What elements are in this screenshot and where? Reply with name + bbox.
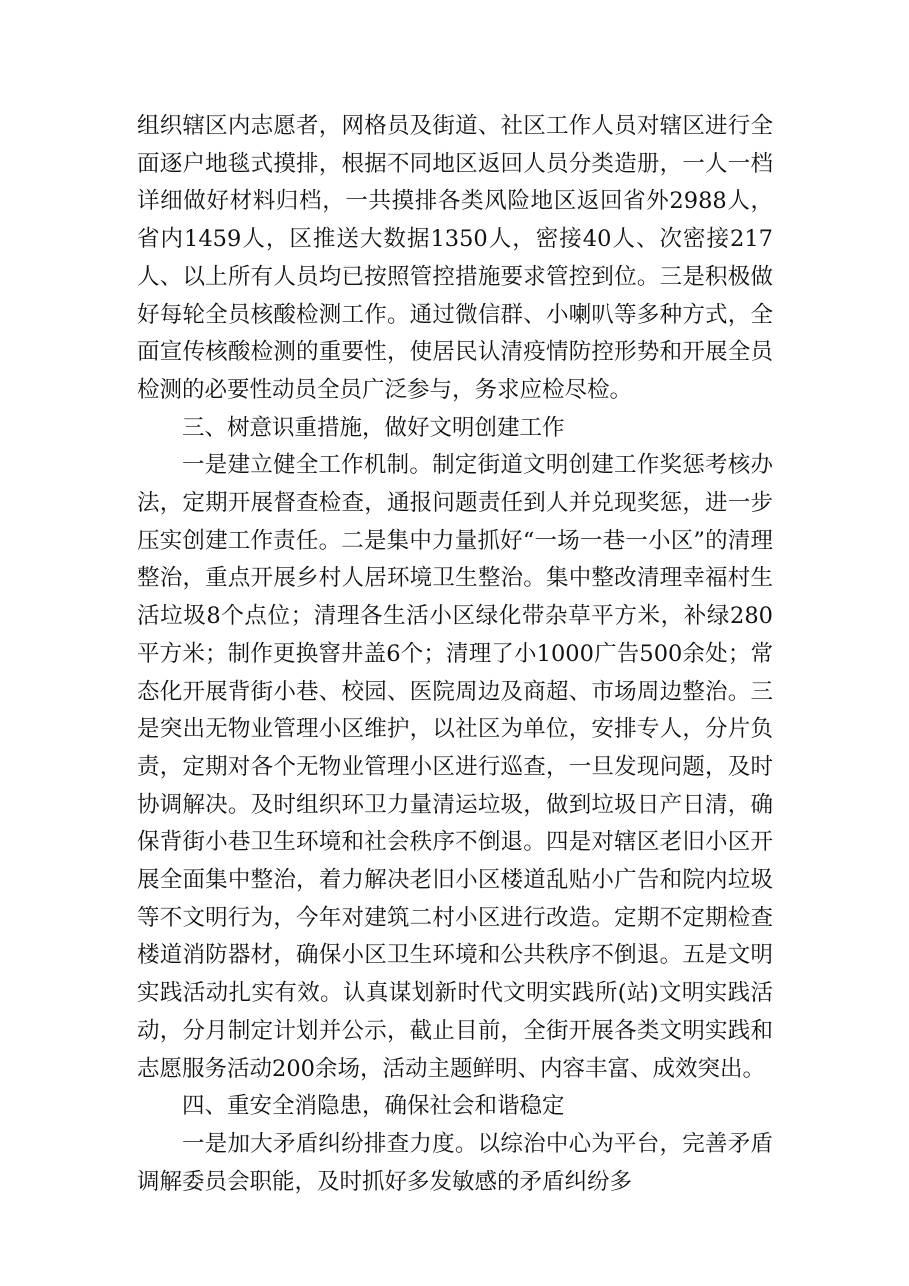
body-paragraph-safety: 一是加大矛盾纠纷排查力度。以综治中心为平台，完善矛盾调解委员会职能，及时抓好多发敏感的矛盾纠纷多: [137, 1130, 773, 1195]
document-page: [137, 108, 773, 1201]
body-paragraph-continued: 组织辖区内志愿者，网格员及街道、社区工作人员对辖区进行全面逐户地毯式摸排，根据不同地区返回人员分类造册，一人一档详细做好材料归档，一共摸排各类风险地区返回省外2988人，省内1459人，区推送大数据1350人，密接40人、次密接217人、以上所有人员均已按照管控措施要求管控到位。三是积极做好每轮全员核酸检测工作。通过微信群、小喇叭等多种方式，全面宣传核酸检测的重要性，使居民认清疫情防控形势和开展全员检测的必要性动员全员广泛参与，务求应检尽检。: [137, 113, 773, 403]
body-paragraph-civilization: 一是建立健全工作机制。制定街道文明创建工作奖惩考核办法，定期开展督查检查，通报问题责任到人并兑现奖惩，进一步压实创建工作责任。二是集中力量抓好“一场一巷一小区”的清理整治，重点开展乡村人居环境卫生整治。集中整改清理幸福村生活垃圾8个点位；清理各生活小区绿化带杂草平方米，补绿280平方米；制作更换窨井盖6个；清理了小1000广告500余处；常态化开展背街小巷、校园、医院周边及商超、市场周边整治。三是突出无物业管理小区维护，以社区为单位，安排专人，分片负责，定期对各个无物业管理小区进行巡查，一旦发现问题，及时协调解决。及时组织环卫力量清运垃圾，做到垃圾日产日清，确保背街小巷卫生环境和社会秩序不倒退。四是对辖区老旧小区开展全面集中整治，着力解决老旧小区楼道乱贴小广告和院内垃圾等不文明行为，今年对建筑二村小区进行改造。定期不定期检查楼道消防器材，确保小区卫生环境和公共秩序不倒退。五是文明实践活动扎实有效。认真谋划新时代文明实践所(站)文明实践活动，分月制定计划并公示，截止目前，全街开展各类文明实践和志愿服务活动200余场，活动主题鲜明、内容丰富、成效突出。: [137, 452, 773, 1082]
section-heading-4: 四、重安全消隐患，确保社会和谐稳定: [182, 1093, 565, 1120]
section-heading-3: 三、树意识重措施，做好文明创建工作: [182, 414, 565, 441]
